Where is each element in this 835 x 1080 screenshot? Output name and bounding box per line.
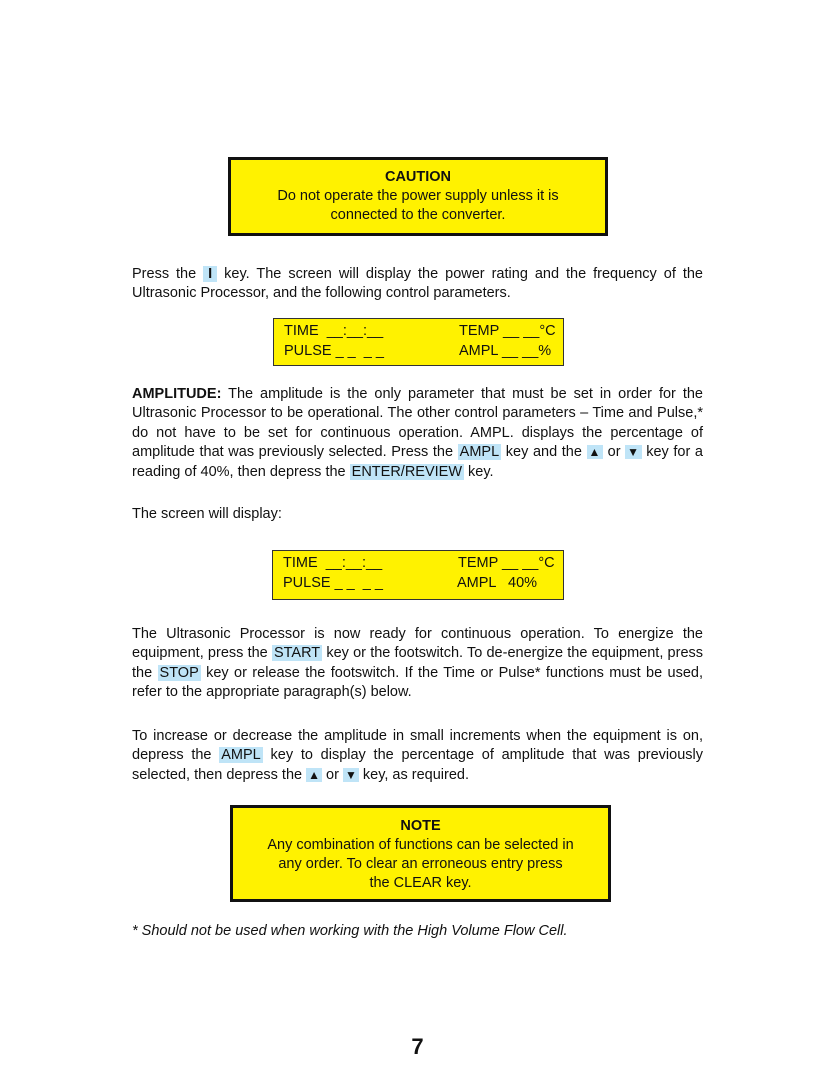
lcd1-temp: TEMP __ __°C	[459, 323, 556, 339]
caution-line-2: connected to the converter.	[330, 207, 506, 223]
note-line-3: the CLEAR key.	[369, 875, 472, 891]
lcd1-ampl: AMPL __ __%	[459, 343, 552, 359]
amplitude-paragraph: AMPLITUDE: The amplitude is the only parameter that must be set in order for the Ultrasonic Processor to be operational. The other control parameters – Time and Pulse,* do not have to be set for continuous operation. AMPL. displays the percentage of amplitude that was previously selected. Press the AMPL key and the ▲ or ▼ key for a reading of 40%, then depress the ENTER/REVIEW key.	[132, 386, 703, 480]
up-arrow-key-icon-2: ▲	[308, 767, 321, 782]
lcd-display-40-percent	[272, 550, 564, 600]
note-line-1: Any combination of functions can be selected in	[267, 837, 574, 853]
caution-heading: CAUTION	[384, 169, 452, 185]
lcd2-pulse: PULSE _ _ _ _	[283, 575, 383, 591]
key-ampl-2: AMPL	[221, 747, 261, 764]
note-line-2: any order. To clear an erroneous entry press	[278, 856, 563, 872]
note-heading: NOTE	[400, 818, 441, 834]
lcd1-pulse: PULSE _ _ _ _	[284, 343, 384, 359]
lcd2-time: TIME __:__:__	[283, 555, 383, 571]
lcd1-time: TIME __:__:__	[284, 323, 384, 339]
key-stop: STOP	[159, 664, 199, 681]
key-enter-review: ENTER/REVIEW	[351, 463, 463, 480]
down-arrow-key-icon-2: ▼	[344, 767, 357, 782]
lcd-display-initial	[273, 318, 564, 366]
continuous-operation-paragraph: The Ultrasonic Processor is now ready for continuous operation. To energize the equipment, press the START key or the footswitch. To de-energize the equipment, press the STOP key or release the footswitch. If the Time or Pulse* functions must be used, refer to the appropriate paragraph(s) below.	[132, 626, 704, 701]
intro-paragraph: Press the I key. The screen will display the power rating and the frequency of the Ultrasonic Processor, and the following control parameters.	[132, 266, 703, 302]
up-arrow-key-icon: ▲	[588, 445, 602, 460]
note-box	[230, 805, 611, 902]
increment-paragraph: To increase or decrease the amplitude in small increments when the equipment is on, depress the AMPL key to display the percentage of amplitude that was previously selected, then depress the ▲ or ▼ key, as required.	[132, 728, 703, 783]
caution-line-1: Do not operate the power supply unless it is	[277, 188, 559, 204]
key-start: START	[273, 645, 321, 662]
key-i: I	[203, 266, 217, 282]
down-arrow-key-icon: ▼	[627, 445, 640, 460]
amplitude-label: AMPLITUDE:	[132, 386, 222, 402]
lcd2-temp: TEMP __ __°C	[458, 555, 555, 571]
caution-box	[228, 157, 608, 236]
footnote: * Should not be used when working with the High Volume Flow Cell.	[132, 923, 568, 939]
key-ampl: AMPL	[459, 444, 500, 461]
page-number: 7	[411, 1034, 424, 1059]
screen-will-display-text: The screen will display:	[132, 506, 282, 522]
lcd2-ampl: AMPL 40%	[457, 575, 538, 591]
